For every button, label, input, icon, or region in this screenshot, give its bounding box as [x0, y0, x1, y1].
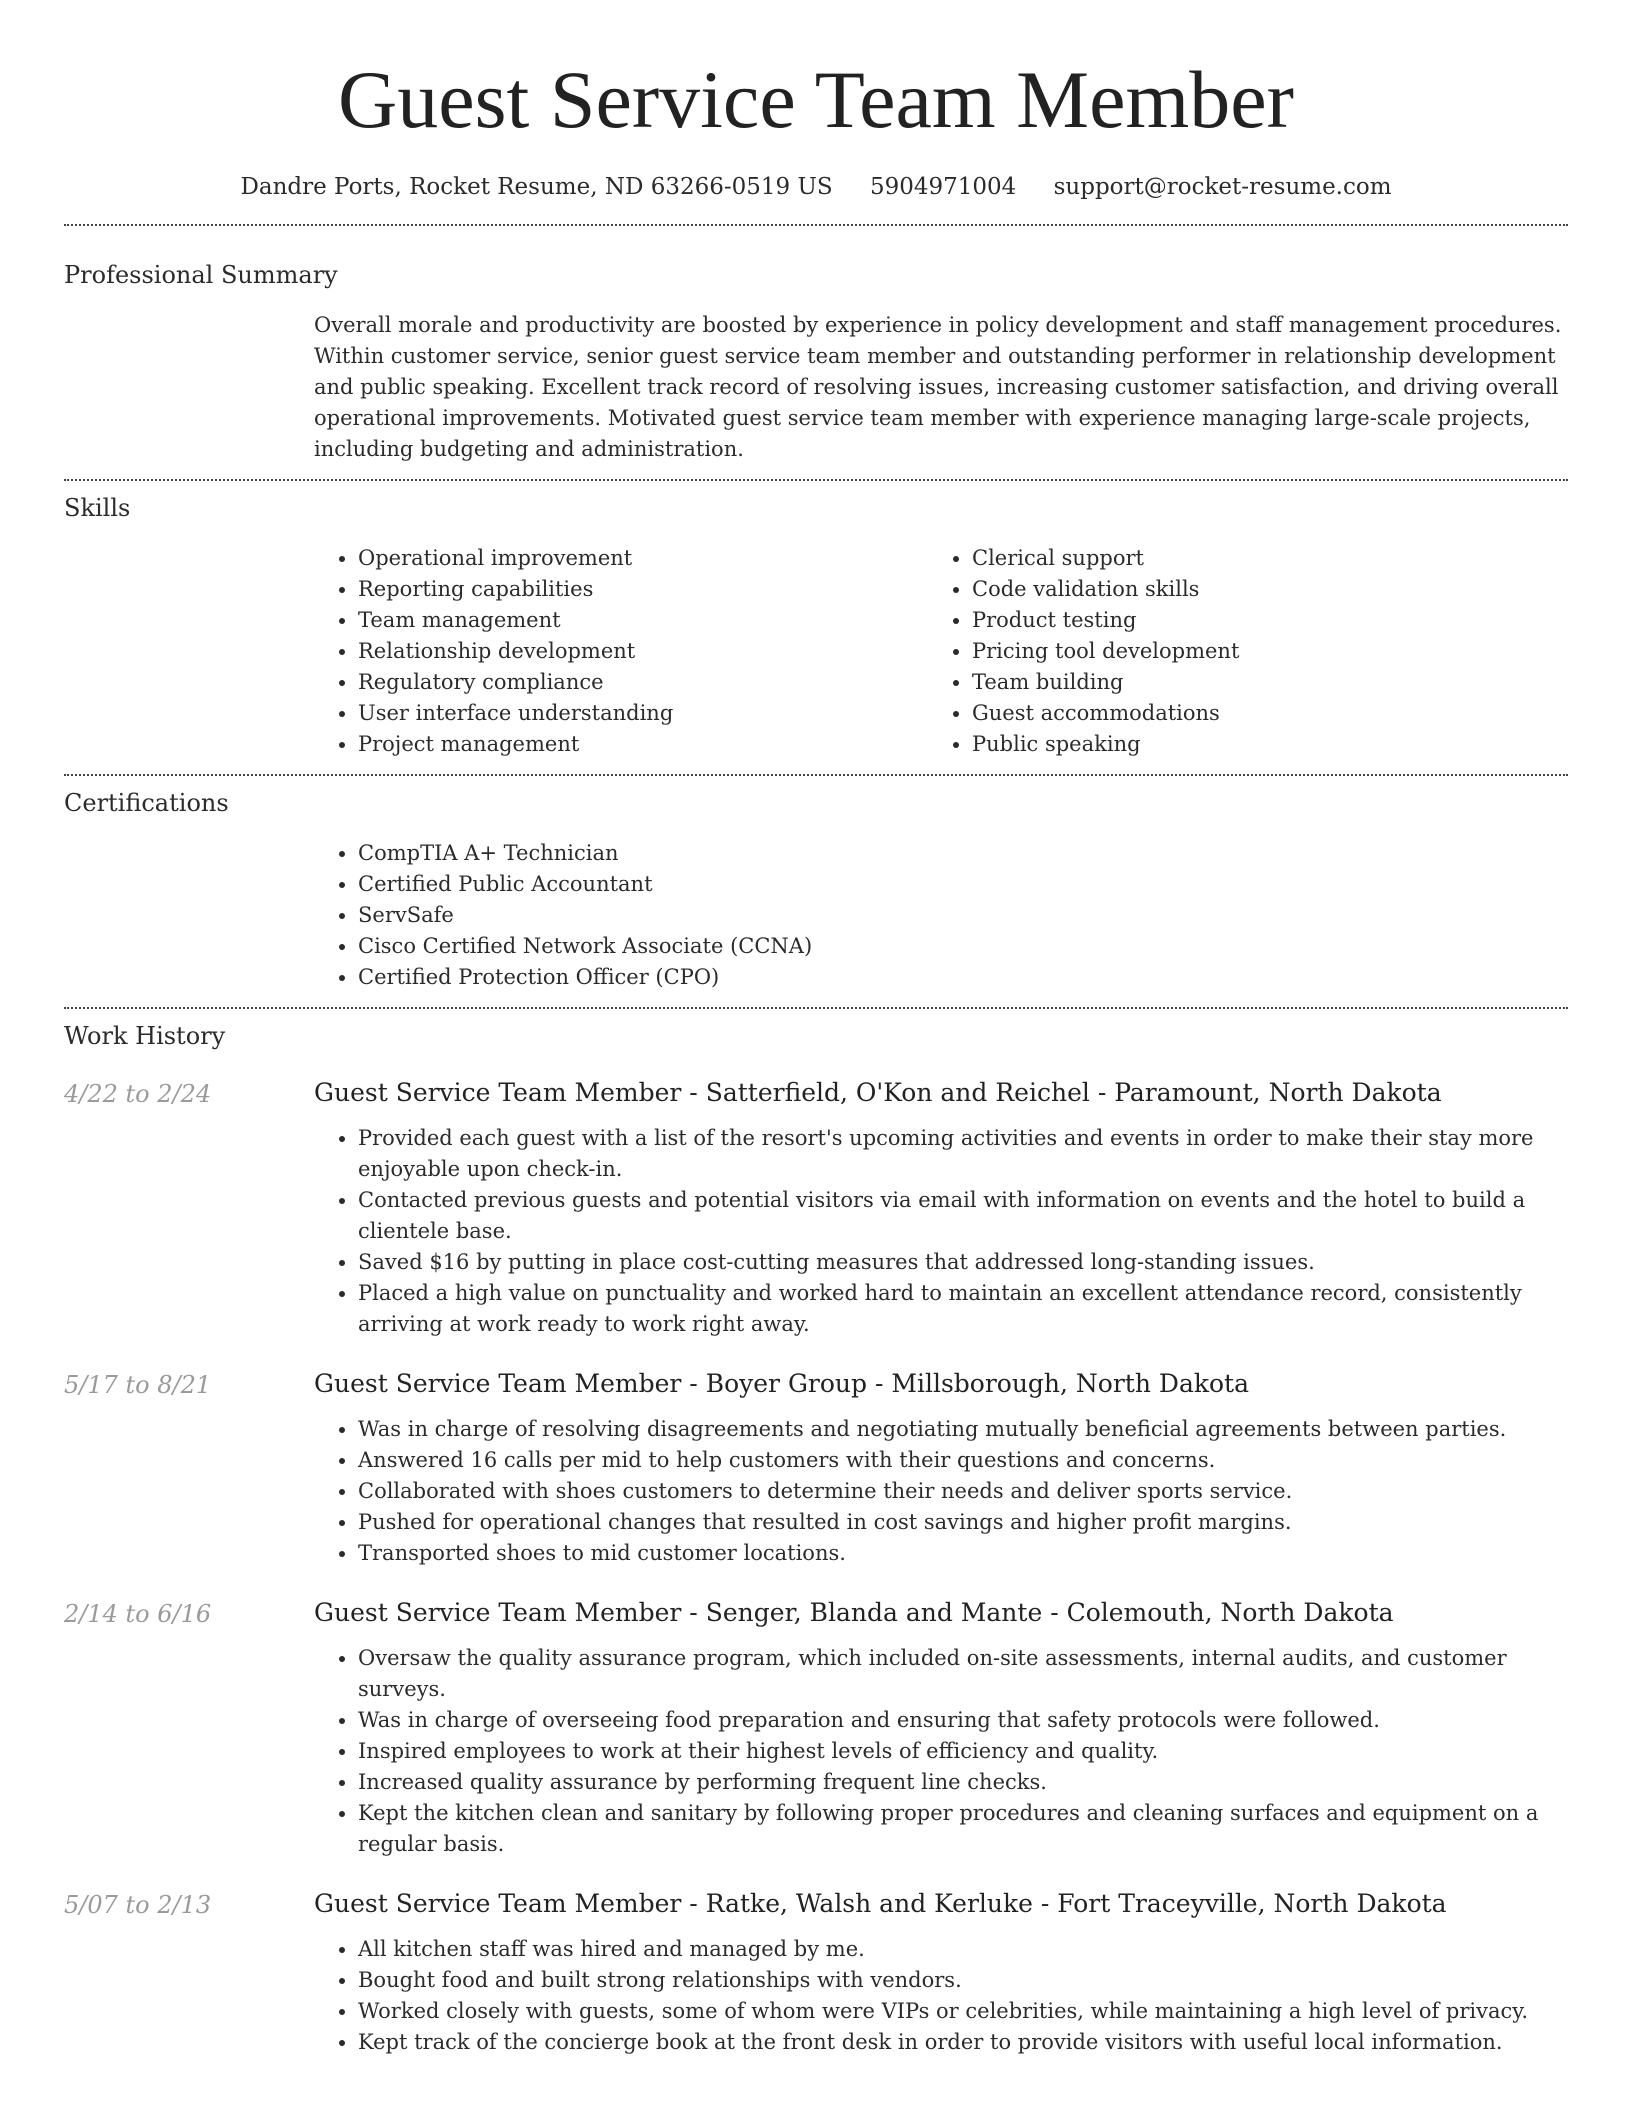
list-item: • Reporting capabilities: [358, 574, 928, 605]
skills-list-right: [928, 543, 1542, 760]
certifications-list: [314, 838, 1568, 993]
list-item: • Worked closely with guests, some of whom were VIPs or celebrities, while maintaining a high level of privacy.: [358, 1996, 1568, 2027]
list-item: • Cisco Certified Network Associate (CCNA): [358, 931, 1568, 962]
job-dates: 2/14 to 6/16: [64, 1600, 212, 1628]
list-item: • Placed a high value on punctuality and worked hard to maintain an excellent attendance record, consistently arriving at work ready to work right away.: [358, 1278, 1568, 1340]
job-title: Guest Service Team Member - Senger, Blanda and Mante - Colemouth, North Dakota: [314, 1598, 1394, 1627]
job-body: [314, 1075, 1568, 1340]
list-item: • Pricing tool development: [972, 636, 1542, 667]
job-dates: 5/17 to 8/21: [64, 1371, 212, 1399]
section-title-skills: Skills: [64, 494, 131, 522]
list-item: • Project management: [358, 729, 928, 760]
list-item: • Transported shoes to mid customer locations.: [358, 1538, 1568, 1569]
job-title: Guest Service Team Member - Satterfield, O'Kon and Reichel - Paramount, North Dakota: [314, 1078, 1442, 1107]
resume-name: Guest Service Team Member: [338, 54, 1294, 145]
resume-page: [64, 0, 1568, 2084]
skills-columns: [314, 543, 1568, 760]
section-title-certifications: Certifications: [64, 789, 229, 817]
job-body: [314, 1366, 1568, 1569]
job-entry: [64, 1595, 1568, 1860]
summary-text: Overall morale and productivity are boosted by experience in policy development and staff management procedures. Within customer service, senior guest service team member and outstanding performer in relationship development and public speaking. Excellent track record of resolving issues, increasing customer satisfaction, and driving overall operational improvements. Motivated guest service team member with experience managing large-scale projects, including budgeting and administration.: [314, 313, 1562, 461]
job-bullets: [314, 1414, 1568, 1569]
list-item: • Kept track of the concierge book at the front desk in order to provide visitors with useful local information.: [358, 2027, 1568, 2058]
list-item: • Operational improvement: [358, 543, 928, 574]
list-item: • Pushed for operational changes that resulted in cost savings and higher profit margins.: [358, 1507, 1568, 1538]
list-item: • Guest accommodations: [972, 698, 1542, 729]
job-dates: 5/07 to 2/13: [64, 1891, 212, 1919]
list-item: • CompTIA A+ Technician: [358, 838, 1568, 869]
skills-section: [64, 481, 1568, 774]
list-item: • Provided each guest with a list of the resort's upcoming activities and events in order to make their stay more enjoyable upon check-in.: [358, 1123, 1568, 1185]
list-item: • Answered 16 calls per mid to help customers with their questions and concerns.: [358, 1445, 1568, 1476]
list-item: • Increased quality assurance by performing frequent line checks.: [358, 1767, 1568, 1798]
list-item: • Product testing: [972, 605, 1542, 636]
list-item: • Code validation skills: [972, 574, 1542, 605]
list-item: • Team building: [972, 667, 1542, 698]
job-entry: [64, 1886, 1568, 2058]
job-entry: [64, 1075, 1568, 1340]
list-item: • Kept the kitchen clean and sanitary by following proper procedures and cleaning surfaces and equipment on a regular basis.: [358, 1798, 1568, 1860]
list-item: • Certified Public Accountant: [358, 869, 1568, 900]
list-item: • Contacted previous guests and potential visitors via email with information on events and the hotel to build a clientele base.: [358, 1185, 1568, 1247]
list-item: • Bought food and built strong relationships with vendors.: [358, 1965, 1568, 1996]
certifications-section: [64, 776, 1568, 1007]
list-item: • Team management: [358, 605, 928, 636]
list-item: • Inspired employees to work at their highest levels of efficiency and quality.: [358, 1736, 1568, 1767]
job-title: Guest Service Team Member - Boyer Group - Millsborough, North Dakota: [314, 1369, 1249, 1398]
section-title-work-history: Work History: [64, 1022, 226, 1050]
list-item: • Clerical support: [972, 543, 1542, 574]
list-item: • All kitchen staff was hired and managed by me.: [358, 1934, 1568, 1965]
jobs-list: [64, 1075, 1568, 2058]
job-dates: 4/22 to 2/24: [64, 1080, 212, 1108]
summary-section: [64, 226, 1568, 479]
skills-list-left: [314, 543, 928, 760]
section-title-summary: Professional Summary: [64, 261, 338, 289]
list-item: • ServSafe: [358, 900, 1568, 931]
list-item: • Public speaking: [972, 729, 1542, 760]
list-item: • Certified Protection Officer (CPO): [358, 962, 1568, 993]
list-item: • Saved $16 by putting in place cost-cutting measures that addressed long-standing issues.: [358, 1247, 1568, 1278]
work-history-section: [64, 1009, 1568, 2058]
list-item: • Was in charge of overseeing food preparation and ensuring that safety protocols were followed.: [358, 1705, 1568, 1736]
contact-phone: 5904971004: [869, 174, 1017, 200]
list-item: • Regulatory compliance: [358, 667, 928, 698]
list-item: • Was in charge of resolving disagreements and negotiating mutually beneficial agreements between parties.: [358, 1414, 1568, 1445]
job-title: Guest Service Team Member - Ratke, Walsh and Kerluke - Fort Traceyville, North Dakota: [314, 1889, 1447, 1918]
contact-email: support@rocket-resume.com: [1053, 174, 1392, 200]
list-item: • Oversaw the quality assurance program, which included on-site assessments, internal audits, and customer surveys.: [358, 1643, 1568, 1705]
job-entry: [64, 1366, 1568, 1569]
job-bullets: [314, 1643, 1568, 1860]
job-body: [314, 1886, 1568, 2058]
list-item: • Collaborated with shoes customers to determine their needs and deliver sports service.: [358, 1476, 1568, 1507]
contact-line: [64, 170, 1568, 204]
contact-address: Dandre Ports, Rocket Resume, ND 63266-0519 US: [240, 174, 833, 200]
job-body: [314, 1595, 1568, 1860]
job-bullets: [314, 1123, 1568, 1340]
job-bullets: [314, 1934, 1568, 2058]
list-item: • Relationship development: [358, 636, 928, 667]
list-item: • User interface understanding: [358, 698, 928, 729]
